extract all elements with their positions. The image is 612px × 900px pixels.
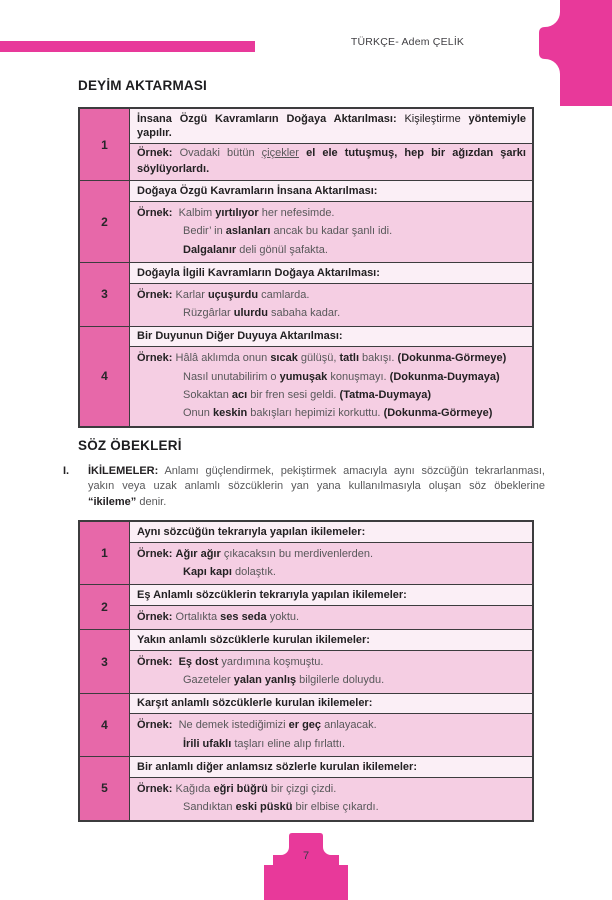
- row-number: 5: [80, 757, 130, 819]
- example-line: Örnek: Kalbim yırtılıyor her nefesimde.: [137, 206, 335, 219]
- row-number: 2: [80, 585, 130, 629]
- row-heading: İnsana Özgü Kavramların Doğaya Aktarılması: Kişileştirme yöntemiyle yapılır.: [130, 109, 532, 144]
- example-line: Sokaktan acı bir fren sesi geldi. (Tatma-Duymaya): [183, 389, 432, 401]
- section-title-deyim-aktarmasi: DEYİM AKTARMASI: [78, 78, 207, 93]
- example-line: Örnek: Kağıda eğri büğrü bir çizgi çizdi.: [137, 782, 337, 795]
- row-number: 3: [80, 630, 130, 692]
- row-examples: [130, 347, 532, 426]
- row-heading: Doğaya Özgü Kavramların İnsana Aktarılması:: [130, 181, 532, 202]
- row-examples: [130, 606, 532, 629]
- table-row: [80, 694, 532, 757]
- page-number: 7: [302, 850, 310, 862]
- example-line: Örnek: Ortalıkta ses seda yoktu.: [137, 611, 300, 623]
- row-heading: Yakın anlamlı sözcüklerle kurulan ikilemeler:: [130, 630, 532, 651]
- example-line: Örnek: Eş dost yardımına koşmuştu.: [137, 656, 324, 668]
- row-number: 4: [80, 327, 130, 426]
- row-examples: [130, 144, 532, 180]
- table-row: [80, 757, 532, 819]
- row-number: 1: [80, 109, 130, 180]
- example-line: İrili ufaklı taşları eline alıp fırlattı.: [183, 737, 346, 750]
- table-row: [80, 109, 532, 181]
- example-line: Örnek: Karlar uçuşurdu camlarda.: [137, 288, 310, 301]
- example-paragraph: Örnek: Ovadaki bütün çiçekler el ele tutuşmuş, hep bir ağızdan şarkı söylüyorlardı.: [137, 147, 526, 175]
- table-row: [80, 327, 532, 426]
- deyim-aktarmasi-table: [78, 107, 534, 428]
- example-line: Örnek: Hâlâ aklımda onun sıcak gülüşü, tatlı bakışı. (Dokunma-Görmeye): [137, 352, 507, 365]
- table-row: [80, 181, 532, 263]
- list-marker: I.: [63, 465, 70, 477]
- header-course-label: TÜRKÇE- Adem ÇELİK: [350, 36, 465, 48]
- ikilemeler-intro: [63, 464, 545, 510]
- table-row: [80, 630, 532, 693]
- row-number: 3: [80, 263, 130, 325]
- row-examples: [130, 543, 532, 585]
- row-examples: [130, 284, 532, 326]
- row-examples: [130, 651, 532, 693]
- row-heading: Doğayla İlgili Kavramların Doğaya Aktarılması:: [130, 263, 532, 284]
- table-row: [80, 263, 532, 326]
- example-line: Örnek: Ağır ağır çıkacaksın bu merdivenlerden.: [137, 547, 374, 560]
- ikilemeler-intro-text: İKİLEMELER: Anlamı güçlendirmek, pekiştirmek amacıyla aynı sözcüğün tekrarlanması, yakın veya uzak anlamlı sözcüklerin yan yana kullanılmasıyla oluşan söz öbeklerine “ikileme” denir.: [88, 465, 545, 508]
- example-line: Bedir’ in aslanları ancak bu kadar şanlı idi.: [183, 225, 393, 238]
- row-number: 4: [80, 694, 130, 756]
- example-line: Nasıl unutabilirim o yumuşak konuşmayı. (Dokunma-Duymaya): [183, 370, 500, 383]
- footer-plaque-shape: [260, 833, 352, 900]
- section-title-soz-obekleri: SÖZ ÖBEKLERİ: [78, 438, 182, 453]
- table-row: [80, 585, 532, 630]
- example-line: Gazeteler yalan yanlış bilgilerle doluydu.: [183, 674, 385, 687]
- corner-decoration: [538, 0, 612, 106]
- example-line: Dalgalanır deli gönül şafakta.: [183, 243, 328, 256]
- example-line: Sandıktan eski püskü bir elbise çıkardı.: [183, 801, 379, 814]
- row-number: 1: [80, 522, 130, 584]
- header-rule: [0, 41, 255, 52]
- row-heading: Bir anlamlı diğer anlamsız sözlerle kurulan ikilemeler:: [130, 757, 532, 778]
- row-number: 2: [80, 181, 130, 262]
- row-heading: Aynı sözcüğün tekrarıyla yapılan ikilemeler:: [130, 522, 532, 543]
- row-heading: Eş Anlamlı sözcüklerin tekrarıyla yapılan ikilemeler:: [130, 585, 532, 606]
- row-examples: [130, 778, 532, 820]
- row-examples: [130, 202, 532, 262]
- footer-decoration: [260, 833, 352, 900]
- example-line: Onun keskin bakışları hepimizi korkuttu. (Dokunma-Görmeye): [183, 407, 493, 420]
- ikilemeler-table: [78, 520, 534, 822]
- row-heading: Karşıt anlamlı sözcüklerle kurulan ikilemeler:: [130, 694, 532, 715]
- example-line: Kapı kapı dolaştık.: [183, 566, 276, 578]
- table-row: [80, 522, 532, 585]
- example-line: Rüzgârlar ulurdu sabaha kadar.: [183, 307, 341, 320]
- example-line: Örnek: Ne demek istediğimizi er geç anlayacak.: [137, 719, 377, 732]
- row-heading: Bir Duyunun Diğer Duyuya Aktarılması:: [130, 327, 532, 348]
- row-examples: [130, 714, 532, 756]
